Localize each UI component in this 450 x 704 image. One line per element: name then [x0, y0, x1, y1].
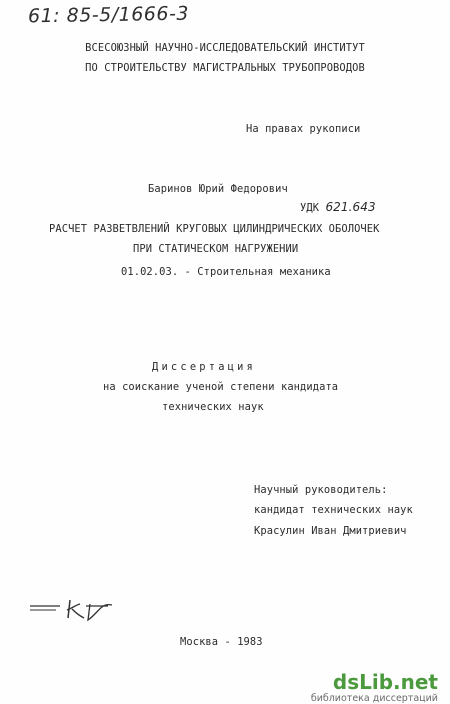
- title-line-2: ПРИ СТАТИЧЕСКОМ НАГРУЖЕНИИ: [133, 243, 299, 255]
- title-line-1: РАСЧЕТ РАЗВЕТВЛЕНИЙ КРУГОВЫХ ЦИЛИНДРИЧЕСКИХ ОБОЛОЧЕК: [49, 223, 380, 235]
- author-name: Баринов Юрий Федорович: [148, 183, 288, 195]
- watermark-subtitle: библиотека диссертаций: [310, 693, 438, 704]
- udc-code: 621.643: [325, 200, 376, 214]
- supervisor-degree: кандидат технических наук: [254, 504, 413, 516]
- supervisor-name: Красулин Иван Дмитриевич: [254, 525, 407, 537]
- watermark-logo: dsLib.net: [332, 670, 438, 694]
- udc: [300, 200, 376, 214]
- handwritten-signature: [26, 596, 116, 624]
- archive-number: 61: 85-5/1666-3: [27, 2, 190, 28]
- manuscript-rights: На правах рукописи: [246, 123, 361, 135]
- dissertation-degree-line-2: технических наук: [162, 401, 264, 413]
- dissertation-heading: Диссертация: [152, 361, 257, 373]
- institute-line-1: ВСЕСОЮЗНЫЙ НАУЧНО-ИССЛЕДОВАТЕЛЬСКИЙ ИНСТИТУТ: [85, 42, 365, 54]
- udc-label: УДК: [300, 202, 320, 214]
- supervisor-label: Научный руководитель:: [254, 484, 388, 496]
- specialty: 01.02.03. - Строительная механика: [121, 266, 331, 278]
- institute-line-2: ПО СТРОИТЕЛЬСТВУ МАГИСТРАЛЬНЫХ ТРУБОПРОВОДОВ: [85, 62, 365, 74]
- city-year: Москва - 1983: [180, 636, 263, 648]
- dslib-watermark: [311, 672, 438, 704]
- dissertation-degree-line-1: на соискание ученой степени кандидата: [103, 381, 339, 393]
